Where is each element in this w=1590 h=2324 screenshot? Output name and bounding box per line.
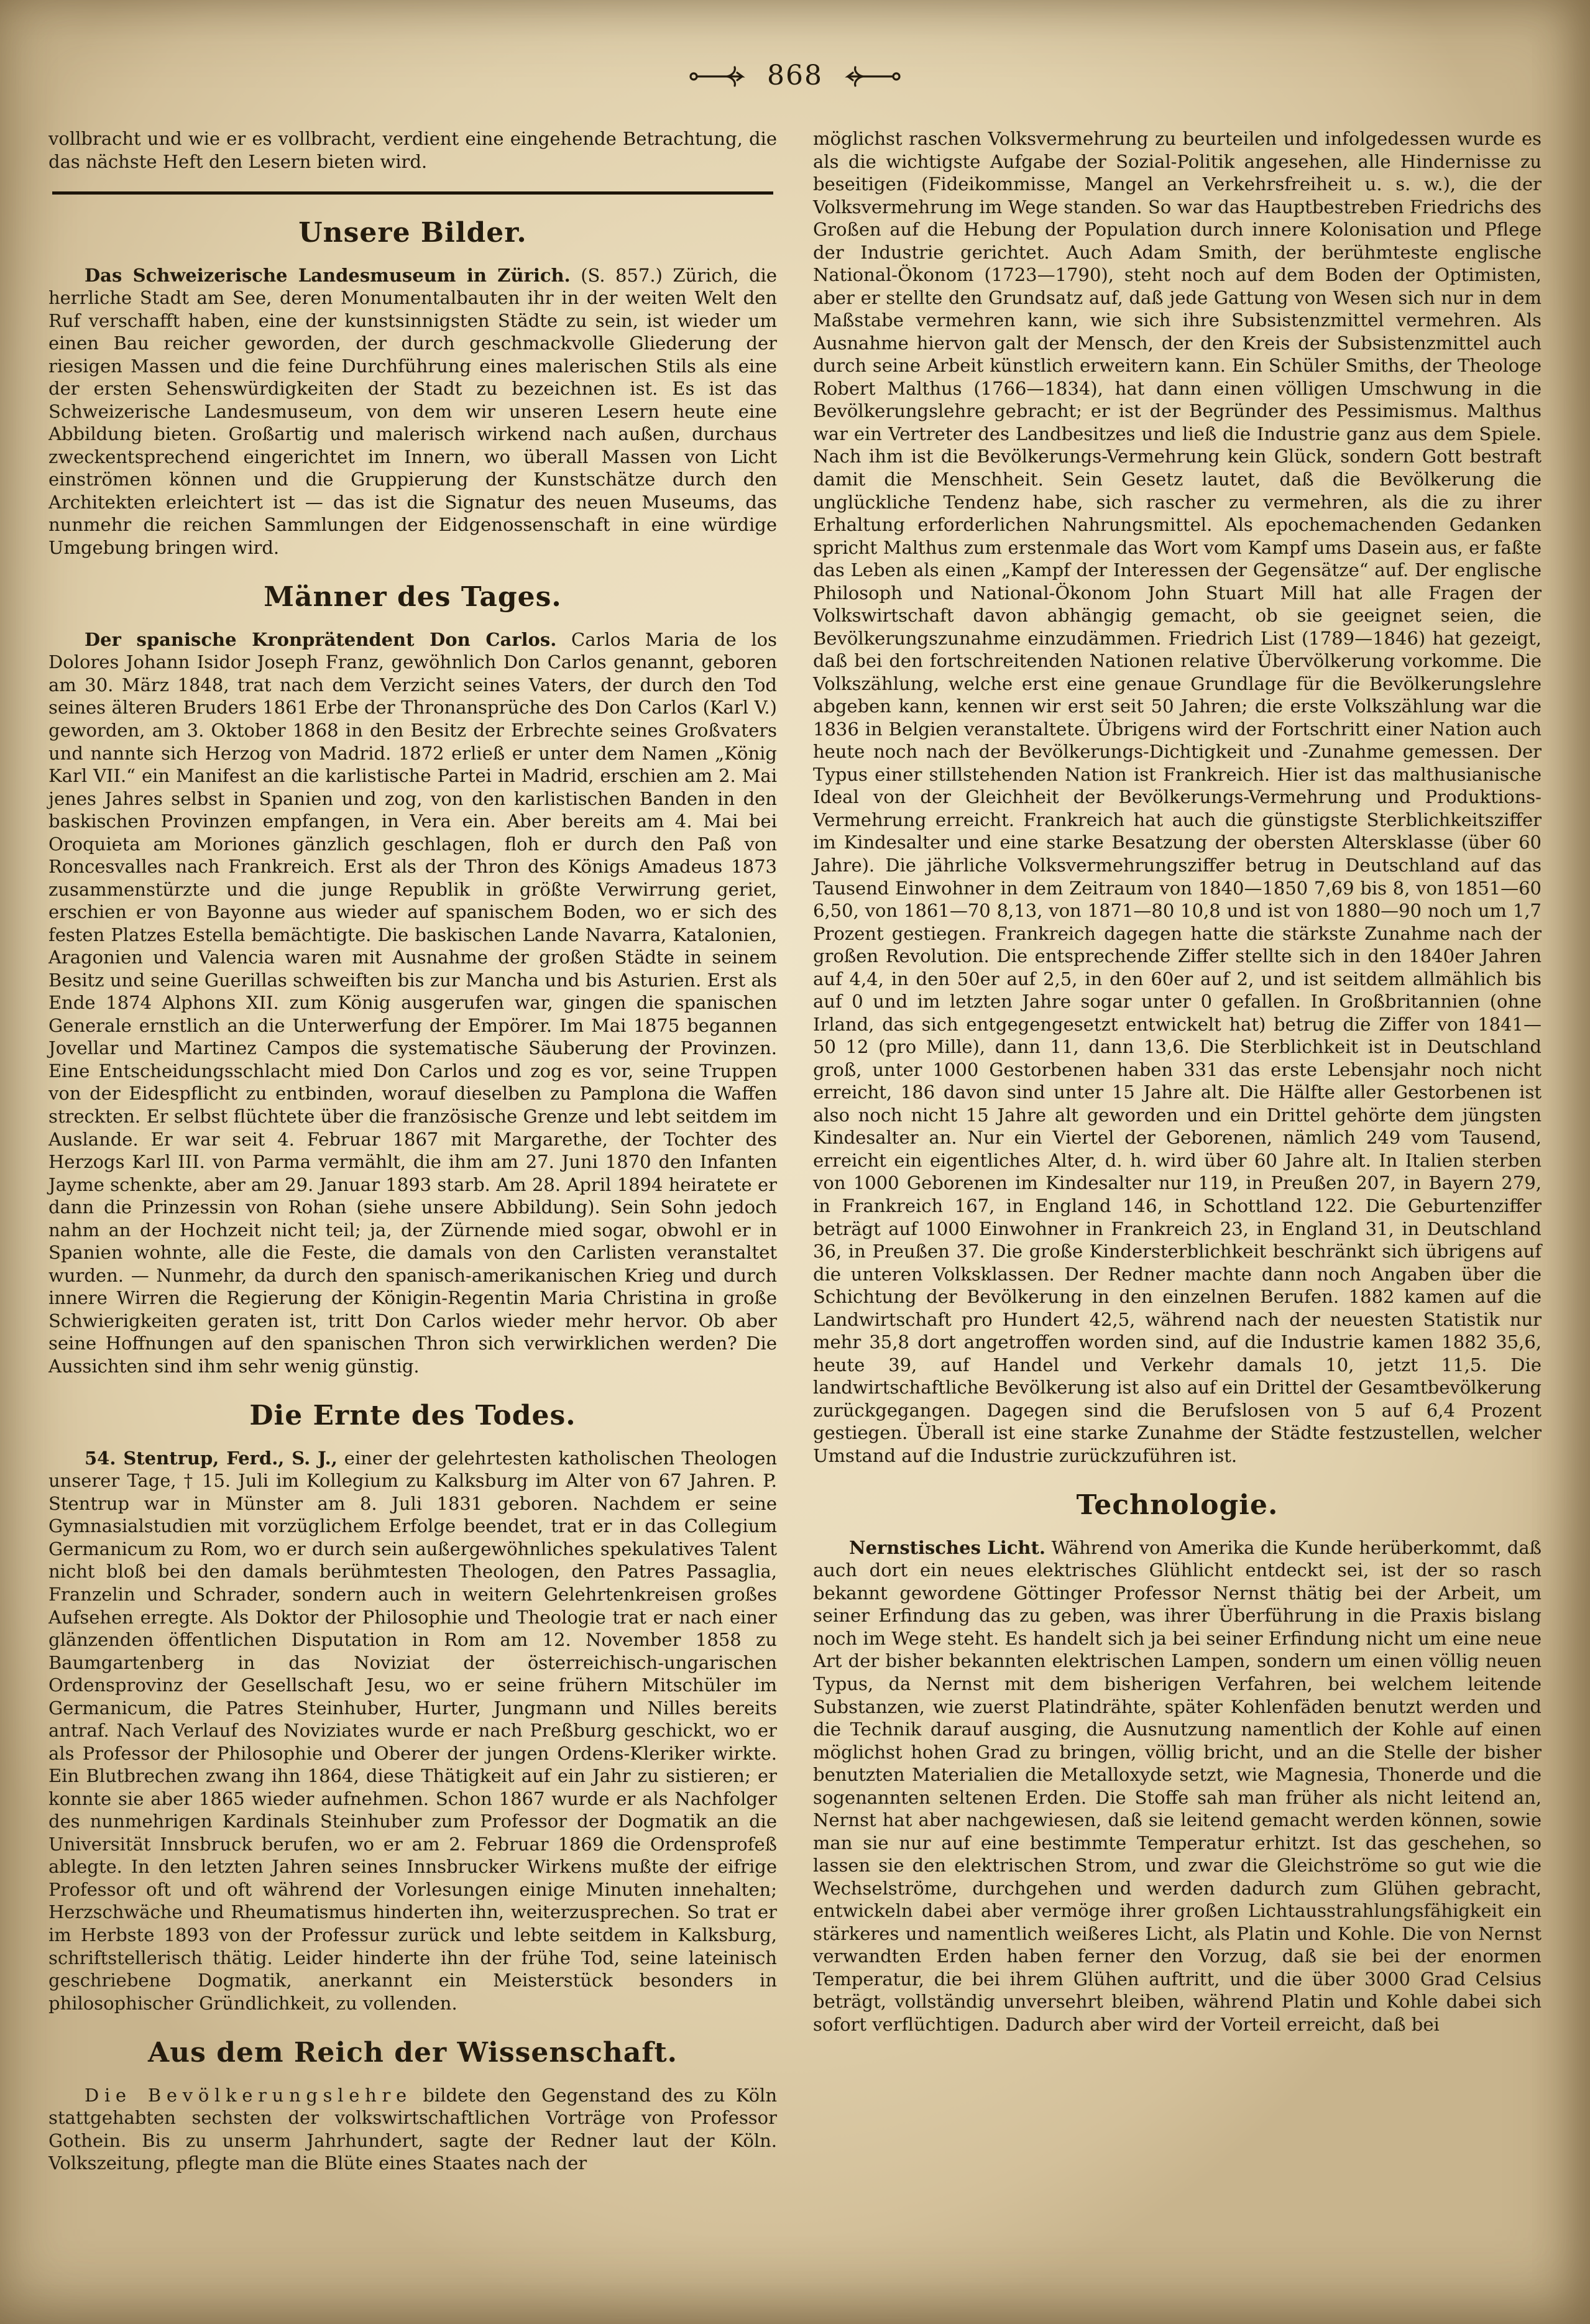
heading-technologie: Technologie.: [1076, 1489, 1279, 1522]
left-column: [48, 127, 777, 2177]
paragraph-lead: 54. Stentrup, Ferd., S. J.,: [85, 1447, 338, 1469]
two-column-layout: [48, 127, 1542, 2177]
paragraph-body: einer der gelehrtesten katholischen Theologen unserer Tage, † 15. Juli im Kollegium zu Kalksburg im Alter von 67 Jahren. P. Stentrup war in Münster am 8. Juli 1831 geboren. Nachdem er seine Gymnasialstudien mit vorzüglichem Erfolge beendet, trat er in das Collegium Germanicum zu Rom, wo er durch sein außergewöhnliches spekulatives Talent nicht bloß bei den damals berühmtesten Theologen, den Patres Passaglia, Franzelin und Schrader, sondern auch in weitern Gelehrtenkreisen großes Aufsehen erregte. Als Doktor der Philosophie und Theologie trat er nach einer glänzenden öffentlichen Disputation in Rom am 12. November 1858 zu Baumgartenberg in das Noviziat der österreichisch-ungarischen Ordensprovinz der Gesellschaft Jesu, wo er seine frühern Mitschüler im Germanicum, die Patres Steinhuber, Hurter, Jungmann und Nilles bereits antraf. Nach Verlauf des Noviziates wurde er nach Preßburg geschickt, wo er als Professor der Philosophie und Oberer der jungen Ordens-Kleriker wirkte. Ein Blutbrechen zwang ihn 1864, diese Thätigkeit auf ein Jahr zu sistieren; er konnte sie aber 1865 wieder aufnehmen. Schon 1867 wurde er als Nachfolger des nunmehrigen Kardinals Steinhuber zum Professor der Dogmatik an die Universität Innsbruck berufen, wo er am 2. Februar 1869 die Ordensprofeß ablegte. In den letzten Jahren seines Innsbrucker Wirkens mußte der eifrige Professor oft und oft während der Vorlesungen einige Minuten innehalten; Herzschwäche und Rheumatismus hinderten ihn, weiterzusprechen. So trat er im Herbste 1893 von der Professur zurück und lebte seitdem in Kalksburg, schriftstellerisch thätig. Leider hinderte ihn der frühe Tod, seine lateinisch geschriebene Dogmatik, anerkannt ein Meisterstück besonders in philosophischer Gründlichkeit, zu vollenden.: [48, 1447, 777, 2014]
heading-reich-der-wissenschaft: Aus dem Reich der Wissenschaft.: [147, 2037, 678, 2069]
paragraph-body: Carlos Maria de los Dolores Johann Isidor Joseph Franz, gewöhnlich Don Carlos genannt, geboren am 30. März 1848, trat nach dem Verzicht seines Vaters, der durch den Tod seines älteren Bruders 1861 Erbe der Thronansprüche des Don Carlos (Karl V.) geworden, am 3. Oktober 1868 in den Besitz der Erbrechte seines Großvaters und nannte sich Herzog von Madrid. 1872 erließ er unter dem Namen „König Karl VII.“ ein Manifest an die karlistische Partei in Madrid, erschien am 2. Mai jenes Jahres selbst in Spanien und zog, von den karlistischen Banden in den baskischen Provinzen empfangen, in Vera ein. Aber bereits am 4. Mai bei Oroquieta am Moriones gänzlich geschlagen, floh er durch den Paß von Roncesvalles nach Frankreich. Erst als der Thron des Königs Amadeus 1873 zusammenstürzte und die junge Republik in größte Verwirrung geriet, erschien er von Bayonne aus wieder auf spanischem Boden, wo er sich des festen Platzes Estella bemächtigte. Die baskischen Lande Navarra, Katalonien, Aragonien und Valencia waren mit Ausnahme der großen Städte in seinem Besitz und seine Guerillas schweiften bis zur Mancha und bis Asturien. Erst als Ende 1874 Alphons XII. zum König ausgerufen war, gingen die spanischen Generale ernstlich an die Unterwerfung der Empörer. Im Mai 1875 begannen Jovellar und Martinez Campos die systematische Säuberung der Provinzen. Eine Entscheidungsschlacht mied Don Carlos und zog es vor, seine Truppen von der Eidespflicht zu entbinden, worauf dieselben zu Pamplona die Waffen streckten. Er selbst flüchtete über die französische Grenze und lebt seitdem im Auslande. Er war seit 4. Februar 1867 mit Margarethe, der Tochter des Herzogs Karl III. von Parma vermählt, die ihm am 27. Juni 1870 den Infanten Jayme schenkte, aber am 29. Januar 1893 starb. Am 28. April 1894 heiratete er dann die Prinzessin von Rohan (siehe unsere Abbildung). Sein Sohn jedoch nahm an der Hochzeit nicht teil; ja, der Zürnende mied sogar, obwohl er in Spanien wohnte, alle die Feste, die damals von den Carlisten veranstaltet wurden. — Nunmehr, da durch den spanisch-amerikanischen Krieg und durch innere Wirren die Regierung der Königin-Regentin Maria Christina in große Schwierigkeiten geraten ist, tritt Don Carlos wieder mehr hervor. Ob aber seine Hoffnungen auf den spanischen Thron sich verwirklichen werden? Die Aussichten sind ihm sehr wenig günstig.: [48, 628, 777, 1377]
paragraph-landesmuseum: [48, 264, 777, 559]
paragraph-body: bildete den Gegenstand des zu Köln stattgehabten sechsten der volkswirtschaftlichen Vorträge von Professor Gothein. Bis zu unserm Jahrhundert, sagte der Redner laut der Köln. Volkszeitung, pflegte man die Blüte eines Staates nach der: [48, 2084, 778, 2174]
heading-maenner-des-tages: Männer des Tages.: [264, 581, 562, 613]
paragraph-don-carlos: [48, 628, 777, 1378]
paragraph-lead: Das Schweizerische Landesmuseum in Zürich.: [85, 264, 571, 286]
page-number: 868: [767, 60, 823, 91]
paragraph-lead: Die Bevölkerungslehre: [85, 2084, 412, 2106]
paragraph-bevoelkerungslehre: [48, 2084, 777, 2175]
paragraph-stentrup: [48, 1447, 777, 2014]
heading-ernte-des-todes: Die Ernte des Todes.: [249, 1400, 576, 1432]
paragraph-nernst-licht: [813, 1536, 1542, 2036]
right-column: [813, 127, 1542, 2177]
carryover-text: vollbracht und wie er es vollbracht, verdient eine eingehende Betrachtung, die das nächste Heft den Lesern bieten wird.: [48, 128, 777, 172]
paragraph-lead: Nernstisches Licht.: [849, 1536, 1046, 1558]
flourish-left-icon: [689, 63, 748, 88]
carryover-paragraph: [813, 127, 1542, 1467]
heading-unsere-bilder: Unsere Bilder.: [298, 217, 527, 249]
flourish-right-icon: [842, 63, 901, 88]
paragraph-body: Zürich, die herrliche Stadt am See, deren Monumentalbauten ihr in der weiten Welt den Ruf verschafft haben, eine der kunstsinnigsten Städte zu sein, ist wieder um einen Bau reicher geworden, der durch geschmackvolle Gliederung der riesigen Massen und die feine Durchführung eines malerischen Stils als eine der ersten Sehenswürdigkeiten der Stadt zu bezeichnen ist. Es ist das Schweizerische Landesmuseum, von dem wir unseren Lesern heute eine Abbildung bieten. Großartig und malerisch wirkend nach außen, durchaus zweckentsprechend eingerichtet im Innern, wo überall Massen von Licht einströmen können und die Gruppierung der Kunstschätze durch den Architekten erleichtert ist — das ist die Signatur des neuen Museums, das nunmehr die reichen Sammlungen der Eidgenossenschaft in eine würdige Umgebung bringen wird.: [48, 264, 777, 558]
page-reference: (S. 857.): [581, 264, 663, 286]
paragraph-body: Während von Amerika die Kunde herüberkommt, daß auch dort ein neues elektrisches Glühlicht entdeckt sei, ist der so rasch bekannt gewordene Göttinger Professor Nernst thätig bei der Arbeit, um seiner Erfindung das zu geben, was ihrer Überführung in die Praxis bislang noch im Wege steht. Es handelt sich ja bei seiner Erfindung nicht um eine neue Art der bisher bekannten elektrischen Lampen, sondern um einen völlig neuen Typus, da Nernst mit dem bisherigen Verfahren, bei welchem leitende Substanzen, wie zuerst Platindrähte, später Kohlenfäden benutzt werden und die Technik darauf ausging, die Ausnutzung namentlich der Kohle auf einen möglichst hohen Grad zu bringen, völlig bricht, und an die Stelle der bisher benutzten Materialien die Metalloxyde setzt, wie Magnesia, Thonerde und die sogenannten seltenen Erden. Die Stoffe sah man früher als nicht leitend an, Nernst hat aber nachgewiesen, daß sie leitend gemacht werden können, sowie man sie nur auf eine bestimmte Temperatur erhitzt. Ist das geschehen, so lassen sie den elektrischen Strom, und zwar die Gleichströme so gut wie die Wechselströme, durchgehen und werden dadurch zum Glühen gebracht, entwickeln dabei aber vermöge ihrer großen Lichtausstrahlungsfähigkeit ein stärkeres und namentlich weißeres Licht, als Platin und Kohle. Die von Nernst verwandten Erden haben ferner den Vorzug, daß sie bei der enormen Temperatur, die bei ihrem Glühen auftritt, und die über 3000 Grad Celsius beträgt, vollständig unversehrt bleiben, während Platin und Kohle dabei sich sofort verflüchtigen. Dadurch aber wird der Vorteil erreicht, daß bei: [813, 1536, 1542, 2035]
carryover-text: möglichst raschen Volksvermehrung zu beurteilen und infolgedessen wurde es als die wichtigste Aufgabe der Sozial-Politik angesehen, alle Hindernisse zu beseitigen (Fideikommisse, Mangel an Verkehrsfreiheit u. s. w.), die der Volksvermehrung im Wege standen. So war das Hauptbestreben Friedrichs des Großen auf die Hebung der Population durch innere Kolonisation und Pflege der Industrie gerichtet. Auch Adam Smith, der berühmteste englische National-Ökonom (1723—1790), steht noch auf dem Boden der Optimisten, aber er stellte den Grundsatz auf, daß jede Gattung von Wesen sich nur in dem Maßstabe vermehren kann, wie sich ihre Subsistenzmittel vermehren. Als Ausnahme hiervon galt der Mensch, der den Kreis der Subsistenzmittel auch durch seine Arbeit künstlich erweitern kann. Ein Schüler Smiths, der Theologe Robert Malthus (1766—1834), hat dann einen völligen Umschwung in die Bevölkerungslehre gebracht; er ist der Begründer des Pessimismus. Malthus war ein Vertreter des Landbesitzes und ließ die Industrie ganz aus dem Spiele. Nach ihm ist die Bevölkerungs-Vermehrung kein Glück, sondern Gott bestraft damit die Menschheit. Sein Gesetz lautet, daß die Bevölkerung die unglückliche Tendenz habe, sich rascher zu vermehren, als die zu ihrer Erhaltung erforderlichen Nahrungsmittel. Als epochemachenden Gedanken spricht Malthus zum erstenmale das Wort vom Kampf ums Dasein aus, er faßte das Leben als einen „Kampf der Interessen der Gegensätze“ auf. Der englische Philosoph und National-Ökonom John Stuart Mill hat alle Fragen der Volkswirtschaft davon abhängig gemacht, ob sie geeignet seien, die Bevölkerungszunahme einzudämmen. Friedrich List (1789—1846) hat gezeigt, daß bei den fortschreitenden Nationen relative Übervölkerung vorkomme. Die Volkszählung, welche erst eine genaue Grundlage für die Bevölkerungslehre abgeben kann, kennen wir erst seit 50 Jahren; die erste Volkszählung war die 1836 in Belgien veranstaltete. Übrigens wird der Fortschritt einer Nation auch heute noch nach der Bevölkerungs-Dichtigkeit und -Zunahme gemessen. Der Typus einer stillstehenden Nation ist Frankreich. Hier ist das malthusianische Ideal von der Gleichheit der Bevölkerungs-Vermehrung und Produktions-Vermehrung erreicht. Frankreich hat auch die günstigste Sterblichkeitsziffer im Kindesalter und eine starke Besatzung der obersten Altersklasse (über 60 Jahre). Die jährliche Volksvermehrungsziffer betrug in Deutschland auf das Tausend Einwohner in dem Zeitraum von 1840—1850 7,69 bis 8, von 1851—60 6,50, von 1861—70 8,13, von 1871—80 10,8 und ist von 1880—90 noch um 1,7 Prozent gestiegen. Frankreich dagegen hatte die stärkste Zunahme nach der großen Revolution. Die entsprechende Ziffer stellte sich in den 1840er Jahren auf 4,4, in den 50er auf 2,5, in den 60er auf 2, und ist seitdem allmählich bis auf 0 und im letzten Jahre sogar unter 0 gefallen. In Großbritannien (ohne Irland, das sich entgegengesetzt entwickelt hat) betrug die Ziffer von 1841—50 12 (pro Mille), dann 11, dann 13,6. Die Sterblichkeit ist in Deutschland groß, unter 1000 Gestorbenen haben 331 das erste Lebensjahr noch nicht erreicht, 186 davon sind unter 15 Jahre alt. Die Hälfte aller Gestorbenen ist also noch nicht 15 Jahre alt geworden und ein Drittel gehörte dem jüngsten Kindesalter an. Nur ein Viertel der Geborenen, nämlich 249 vom Tausend, erreicht ein eigentliches Alter, d. h. wird über 60 Jahre alt. In Italien sterben von 1000 Geborenen im Kindesalter nur 119, in Preußen 207, in Bayern 279, in Frankreich 167, in England 146, in Schottland 122. Die Geburtenziffer beträgt auf 1000 Einwohner in Frankreich 23, in England 31, in Deutschland 36, in Preußen 37. Die große Kindersterblichkeit beschränkt sich übrigens auf die unteren Volksklassen. Der Redner machte dann noch Angaben über die Schichtung der Bevölkerung in den einzelnen Berufen. 1882 kamen auf die Landwirtschaft pro Hundert 42,5, während nach der neuesten Statistik nur mehr 35,8 dort angetroffen worden sind, auf die Industrie kamen 1882 35,6, heute 39, auf Handel und Verkehr damals 10, jetzt 11,5. Die landwirtschaftliche Bevölkerung ist also auf ein Drittel der Gesamtbevölkerung zurückgegangen. Dagegen sind die Berufslosen von 5 auf 6,4 Prozent gestiegen. Überall ist eine starke Zunahme der Städte festzustellen, welcher Umstand auf die Industrie zurückzuführen ist.: [813, 128, 1542, 1466]
carryover-paragraph: [48, 127, 777, 173]
paragraph-lead: Der spanische Kronprätendent Don Carlos.: [85, 628, 557, 650]
section-divider: [52, 191, 773, 195]
page-header: [48, 60, 1542, 91]
